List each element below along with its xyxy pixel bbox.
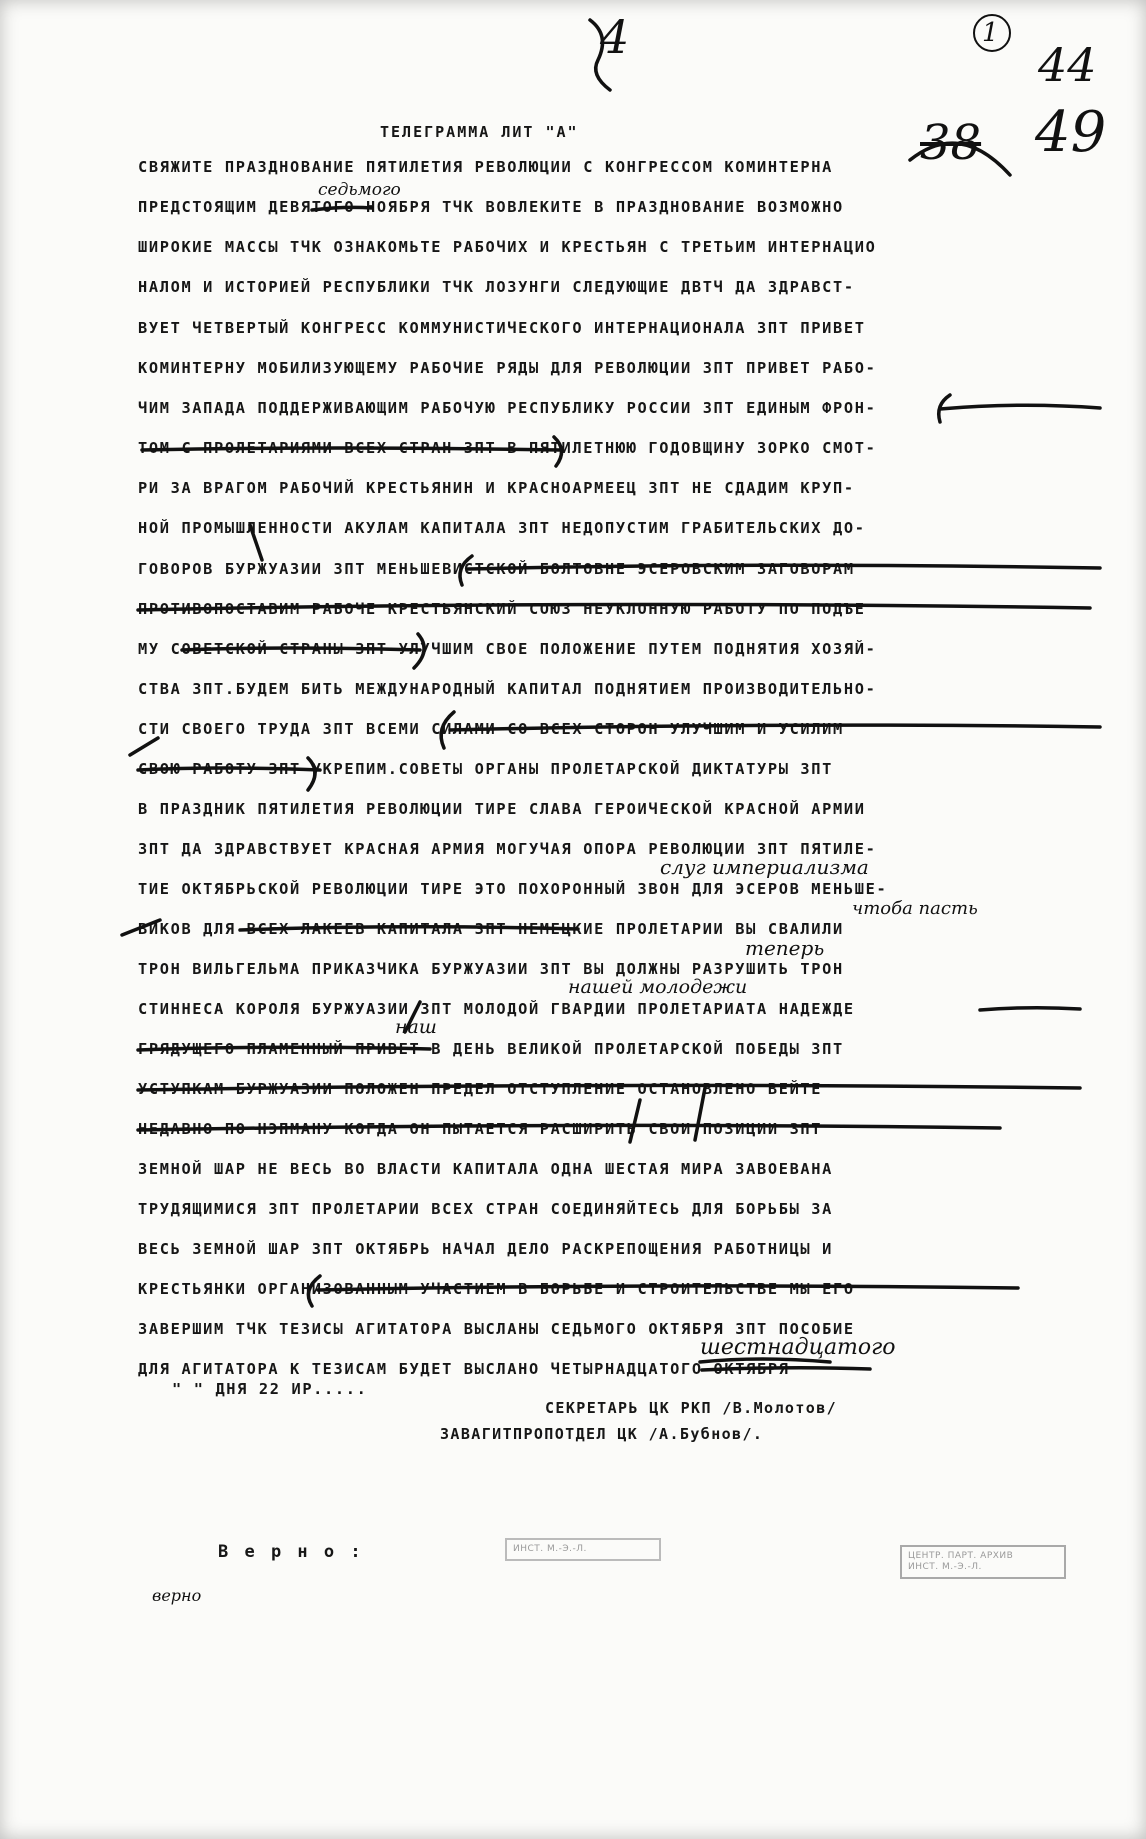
stamp-line: ИНСТ. М.-Э.-Л. bbox=[513, 1544, 587, 1554]
text-line: СТВА ЗПТ.БУДЕМ БИТЬ МЕЖДУНАРОДНЫЙ КАПИТАЛ ПОДНЯТИЕМ ПРОИЗВОДИТЕЛЬНО- bbox=[138, 680, 877, 698]
caret bbox=[630, 1100, 640, 1142]
text-line: " " ДНЯ 22 ИР..... bbox=[172, 1380, 368, 1398]
underline bbox=[700, 1359, 830, 1362]
top-scribble bbox=[590, 20, 610, 90]
text-line: ШИРОКИЕ МАССЫ ТЧК ОЗНАКОМЬТЕ РАБОЧИХ И КРЕСТЬЯН С ТРЕТЬИМ ИНТЕРНАЦИО bbox=[138, 238, 877, 256]
handwritten-top-mark: 4 bbox=[600, 10, 630, 64]
strikeout bbox=[138, 768, 320, 770]
page-number-circle bbox=[974, 15, 1010, 51]
strikeout bbox=[142, 448, 560, 450]
signature-molotov: СЕКРЕТАРЬ ЦК РКП /В.Молотов/ bbox=[545, 1399, 838, 1417]
margin-tick bbox=[122, 920, 160, 935]
margin-tick bbox=[250, 525, 262, 560]
margin-tick bbox=[130, 738, 158, 755]
text-line: ПРОТИВОПОСТАВИМ РАБОЧЕ КРЕСТЬЯНСКИЙ СОЮЗ НЕУКЛОННУЮ РАБОТУ ПО ПОДЪЕ bbox=[138, 600, 866, 618]
strikeout bbox=[702, 1368, 870, 1370]
handwritten-bottom-left: верно bbox=[152, 1586, 202, 1605]
footer-verno: В е р н о : bbox=[218, 1542, 364, 1562]
handwritten-insert-teper: теперь bbox=[745, 936, 825, 960]
handwritten-folio-crossed: 38 bbox=[920, 115, 982, 171]
text-line: РИ ЗА ВРАГОМ РАБОЧИЙ КРЕСТЬЯНИН И КРАСНОАРМЕЕЦ ЗПТ НЕ СДАДИМ КРУП- bbox=[138, 479, 855, 497]
text-line: ДЛЯ АГИТАТОРА К ТЕЗИСАМ БУДЕТ ВЫСЛАНО ЧЕТЫРНАДЦАТОГО ОКТЯБРЯ bbox=[138, 1360, 790, 1378]
text-line: ВЕСЬ ЗЕМНОЙ ШАР ЗПТ ОКТЯБРЬ НАЧАЛ ДЕЛО РАСКРЕПОЩЕНИЯ РАБОТНИЦЫ И bbox=[138, 1240, 834, 1258]
text-line: ВУЕТ ЧЕТВЕРТЫЙ КОНГРЕСС КОММУНИСТИЧЕСКОГО ИНТЕРНАЦИОНАЛА ЗПТ ПРИВЕТ bbox=[138, 319, 866, 337]
text-line: КРЕСТЬЯНКИ ОРГАНИЗОВАННЫМ УЧАСТИЕМ В БОРЬБЕ И СТРОИТЕЛЬСТВЕ МЫ ЕГО bbox=[138, 1280, 855, 1298]
handwritten-folio-b: 49 bbox=[1035, 100, 1107, 165]
text-line: ЗАВЕРШИМ ТЧК ТЕЗИСЫ АГИТАТОРА ВЫСЛАНЫ СЕДЬМОГО ОКТЯБРЯ ЗПТ ПОСОБИЕ bbox=[138, 1320, 855, 1338]
caret bbox=[695, 1088, 705, 1140]
text-line: СВЯЖИТЕ ПРАЗДНОВАНИЕ ПЯТИЛЕТИЯ РЕВОЛЮЦИИ С КОНГРЕССОМ КОМИНТЕРНА bbox=[138, 158, 834, 176]
handwritten-insert-shestnadtsatogo: шестнадцатого bbox=[700, 1335, 896, 1360]
stamp-line: ЦЕНТР. ПАРТ. АРХИВ bbox=[908, 1551, 1014, 1561]
strikeout bbox=[312, 207, 372, 210]
handwritten-insert-nash: наш bbox=[395, 1016, 437, 1038]
text-line: КОМИНТЕРНУ МОБИЛИЗУЮЩЕМУ РАБОЧИЕ РЯДЫ ДЛЯ РЕВОЛЮЦИИ ЗПТ ПРИВЕТ РАБО- bbox=[138, 359, 877, 377]
text-line: НОЙ ПРОМЫШЛЕННОСТИ АКУЛАМ КАПИТАЛА ЗПТ НЕДОПУСТИМ ГРАБИТЕЛЬСКИХ ДО- bbox=[138, 519, 866, 537]
handwritten-insert-slug: слуг империализма bbox=[660, 855, 869, 879]
strikeout bbox=[138, 1047, 430, 1050]
handwritten-insert-nashey: нашей молодежи bbox=[568, 976, 748, 998]
text-line: В ПРАЗДНИК ПЯТИЛЕТИЯ РЕВОЛЮЦИИ ТИРЕ СЛАВА ГЕРОИЧЕСКОЙ КРАСНОЙ АРМИИ bbox=[138, 800, 866, 818]
text-line: ГРЯДУЩЕГО ПЛАМЕННЫЙ ПРИВЕТ В ДЕНЬ ВЕЛИКОЙ ПРОЛЕТАРСКОЙ ПОБЕДЫ ЗПТ bbox=[138, 1040, 844, 1058]
text-line: ТРУДЯЩИМИСЯ ЗПТ ПРОЛЕТАРИИ ВСЕХ СТРАН СОЕДИНЯЙТЕСЬ ДЛЯ БОРЬБЫ ЗА bbox=[138, 1200, 834, 1218]
text-line: ПРЕДСТОЯЩИМ ДЕВЯТОГО НОЯБРЯ ТЧК ВОВЛЕКИТЕ В ПРАЗДНОВАНИЕ ВОЗМОЖНО bbox=[138, 198, 844, 216]
text-line: ТИЕ ОКТЯБРЬСКОЙ РЕВОЛЮЦИИ ТИРЕ ЭТО ПОХОРОННЫЙ ЗВОН ДЛЯ ЭСЕРОВ МЕНЬШЕ- bbox=[138, 880, 888, 898]
text-line: ГОВОРОВ БУРЖУАЗИИ ЗПТ МЕНЬШЕВИСТСКОЙ БОЛТОВНЕ ЭСЕРОВСКИМ ЗАГОВОРАМ bbox=[138, 560, 855, 578]
strikeout bbox=[138, 1085, 1080, 1090]
caret bbox=[405, 1002, 420, 1032]
text-line: ВИКОВ ДЛЯ ВСЕХ ЛАКЕЕВ КАПИТАЛА ЗПТ НЕМЕЦКИЕ ПРОЛЕТАРИИ ВЫ СВАЛИЛИ bbox=[138, 920, 844, 938]
text-line: СТИННЕСА КОРОЛЯ БУРЖУАЗИИ ЗПТ МОЛОДОЙ ГВАРДИИ ПРОЛЕТАРИАТА НАДЕЖДЕ bbox=[138, 1000, 855, 1018]
text-line: ТРОН ВИЛЬГЕЛЬМА ПРИКАЗЧИКА БУРЖУАЗИИ ЗПТ ВЫ ДОЛЖНЫ РАЗРУШИТЬ ТРОН bbox=[138, 960, 844, 978]
strikeout bbox=[468, 565, 1100, 569]
text-line: ЗПТ ДА ЗДРАВСТВУЕТ КРАСНАЯ АРМИЯ МОГУЧАЯ ОПОРА РЕВОЛЮЦИИ ЗПТ ПЯТИЛЕ- bbox=[138, 840, 877, 858]
handwritten-insert-sedmogo: седьмого bbox=[318, 180, 401, 200]
strikeout bbox=[138, 604, 1090, 610]
signature-bubnov: ЗАВАГИТПРОПОТДЕЛ ЦК /А.Бубнов/. bbox=[440, 1425, 764, 1443]
text-line: СТИ СВОЕГО ТРУДА ЗПТ ВСЕМИ СИЛАМИ СО ВСЕХ СТОРОН УЛУЧШИМ И УСИЛИМ bbox=[138, 720, 844, 738]
strikeout bbox=[450, 725, 1100, 730]
text-line: УСТУПКАМ БУРЖУАЗИИ ПОЛОЖЕН ПРЕДЕЛ ОТСТУПЛЕНИЕ ОСТАНОВЛЕНО ВЕЙТЕ bbox=[138, 1080, 823, 1098]
text-line: МУ СОВЕТСКОЙ СТРАНЫ ЗПТ УЛУЧШИМ СВОЕ ПОЛОЖЕНИЕ ПУТЕМ ПОДНЯТИЯ ХОЗЯЙ- bbox=[138, 640, 877, 658]
strikeout bbox=[240, 927, 578, 930]
text-line: ЧИМ ЗАПАДА ПОДДЕРЖИВАЮЩИМ РАБОЧУЮ РЕСПУБЛИКУ РОССИИ ЗПТ ЕДИНЫМ ФРОН- bbox=[138, 399, 877, 417]
stamp-line: ИНСТ. М.-Э.-Л. bbox=[908, 1562, 982, 1572]
bracket bbox=[308, 758, 315, 790]
text-line: НЕДАВНО ПО НЭПМАНУ КОГДА ОН ПЫТАЕТСЯ РАСШИРИТЬ СВОИ ПОЗИЦИИ ЗПТ bbox=[138, 1120, 823, 1138]
text-line: ЗЕМНОЙ ШАР НЕ ВЕСЬ ВО ВЛАСТИ КАПИТАЛА ОДНА ШЕСТАЯ МИРА ЗАВОЕВАНА bbox=[138, 1160, 834, 1178]
strikeout bbox=[318, 1286, 1018, 1290]
text-line: НАЛОМ И ИСТОРИЕЙ РЕСПУБЛИКИ ТЧК ЛОЗУНГИ СЛЕДУЮЩИЕ ДВТЧ ДА ЗДРАВСТ- bbox=[138, 278, 855, 296]
text-line: СВОЮ РАБОТУ ЗПТ УКРЕПИМ.СОВЕТЫ ОРГАНЫ ПРОЛЕТАРСКОЙ ДИКТАТУРЫ ЗПТ bbox=[138, 760, 834, 778]
strikeout bbox=[182, 648, 420, 650]
strikeout bbox=[138, 1125, 1000, 1130]
strikeout bbox=[980, 1008, 1080, 1010]
handwritten-page-number: 1 bbox=[982, 18, 999, 48]
strikeout bbox=[940, 405, 1100, 409]
text-line: ТОМ С ПРОЛЕТАРИЯМИ ВСЕХ СТРАН ЗПТ В ПЯТИЛЕТНЮЮ ГОДОВЩИНУ ЗОРКО СМОТ- bbox=[138, 439, 877, 457]
handwritten-insert-chtoby: чтоба пасть bbox=[852, 898, 978, 919]
document-title: ТЕЛЕГРАММА ЛИТ "А" bbox=[380, 123, 579, 141]
folio-scribble bbox=[910, 143, 1010, 175]
handwritten-folio-a: 44 bbox=[1038, 38, 1097, 92]
